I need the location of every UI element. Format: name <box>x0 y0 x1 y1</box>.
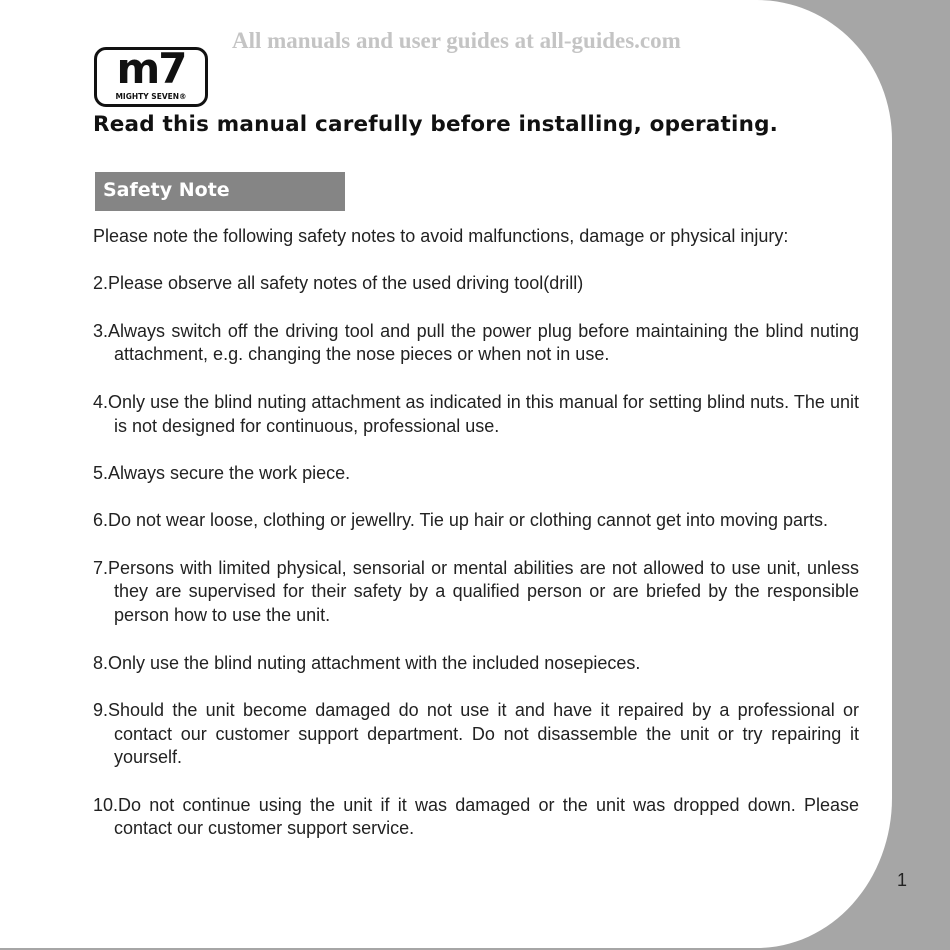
safety-item: 4.Only use the blind nuting attachment as indicated in this manual for setting blind nuts. The unit is not designed for continuous, professional use. <box>93 391 859 436</box>
headline: Read this manual carefully before installing, operating. <box>93 112 779 137</box>
safety-item: 2.Please observe all safety notes of the used driving tool(drill) <box>93 273 584 294</box>
mighty-seven-logo <box>94 44 208 107</box>
safety-notes <box>93 225 859 865</box>
logo-subtitle: MIGHTY SEVEN® <box>115 92 187 101</box>
safety-item: 9.Should the unit become damaged do not use it and have it repaired by a professional or contact our customer support department. Do not disassemble the unit or try repairing it yourself. <box>93 699 859 768</box>
safety-item: 3.Always switch off the driving tool and pull the power plug before maintaining the blind nuting attachment, e.g. changing the nose pieces or when not in use. <box>93 320 859 365</box>
safety-item: 8.Only use the blind nuting attachment with the included nosepieces. <box>93 652 641 673</box>
safety-item: 5.Always secure the work piece. <box>93 462 351 483</box>
logo-mark: m7 <box>116 44 186 93</box>
page-number: 1 <box>897 870 908 890</box>
safety-item: 10.Do not continue using the unit if it was damaged or the unit was dropped down. Please contact our customer support service. <box>93 794 859 839</box>
safety-item: 7.Persons with limited physical, sensorial or mental abilities are not allowed to use unit, unless they are supervised for their safety by a qualified person or are briefed by the responsible person how to use the unit. <box>93 557 859 626</box>
watermark: All manuals and user guides at all-guides.com <box>232 28 681 53</box>
section-title: Safety Note <box>95 172 345 211</box>
intro-text: Please note the following safety notes to avoid malfunctions, damage or physical injury: <box>93 226 789 246</box>
safety-item: 6.Do not wear loose, clothing or jewellry. Tie up hair or clothing cannot get into moving parts. <box>93 510 829 531</box>
